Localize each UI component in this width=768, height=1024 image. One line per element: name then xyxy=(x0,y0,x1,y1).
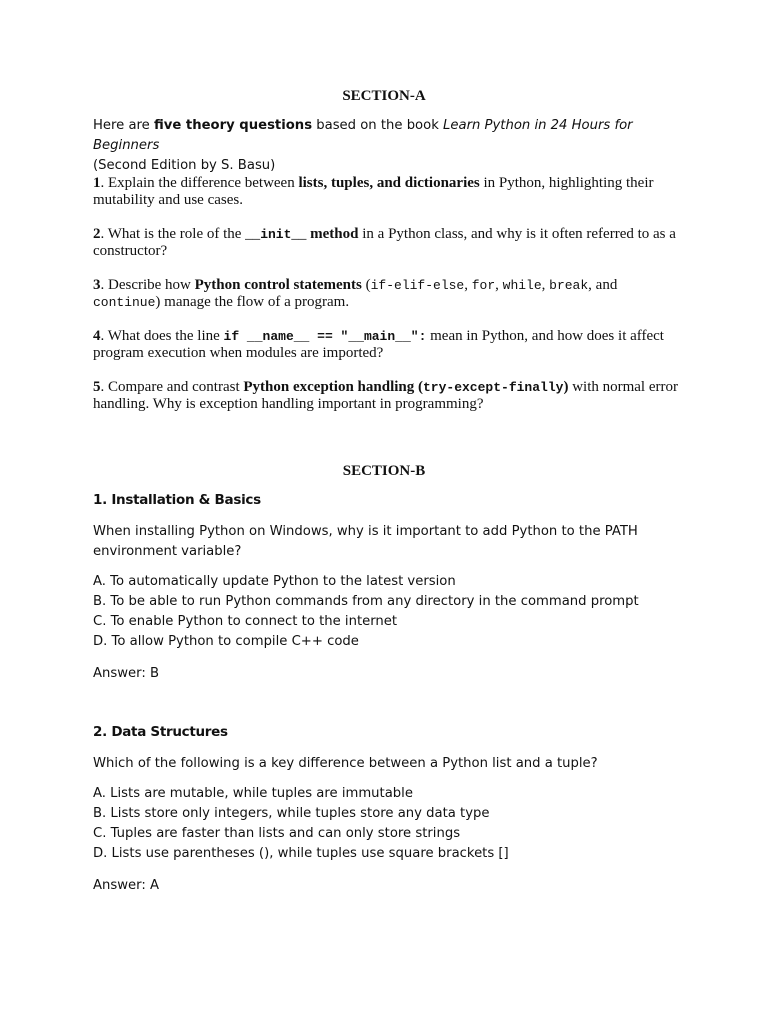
question-code: break xyxy=(549,278,589,293)
question-code: continue xyxy=(93,295,156,310)
intro-prefix: Here are xyxy=(93,118,154,133)
question-text: mean in Python, and how does it affect program execution when modules are imported? xyxy=(93,328,664,361)
question-text: in Python, highlighting their mutability and use cases. xyxy=(93,175,654,208)
intro-bold: five theory questions xyxy=(154,118,313,133)
question-text: . Explain the difference between xyxy=(100,175,299,191)
question-text: __ xyxy=(291,226,311,242)
intro-book-title: Learn Python in 24 Hours for Beginners xyxy=(93,118,633,153)
question-code: if __name__ == "__main__": xyxy=(223,329,427,344)
question-code: try-except-finally xyxy=(423,380,564,395)
question-bold: Python control statements xyxy=(194,277,362,293)
question-number: 4 xyxy=(93,328,101,344)
question-number: 2 xyxy=(93,226,101,242)
question-bold: method xyxy=(310,226,359,242)
question-4 xyxy=(93,328,683,362)
question-bold: Python exception handling ( xyxy=(243,379,423,395)
question-text: ) manage the flow of a program. xyxy=(155,294,350,310)
mcq-2-answer: Answer: A xyxy=(93,878,159,893)
question-bold: lists, tuples, and dictionaries xyxy=(298,175,480,191)
question-number: 3 xyxy=(93,277,101,293)
question-code: init xyxy=(260,227,292,242)
intro-suffix: (Second Edition by S. Basu) xyxy=(93,158,276,173)
question-bold: ) xyxy=(563,379,569,395)
mcq-2-title: 2. Data Structures xyxy=(93,724,228,740)
option: A. To automatically update Python to the latest version xyxy=(93,574,456,589)
option: D. To allow Python to compile C++ code xyxy=(93,634,359,649)
question-3 xyxy=(93,277,683,311)
question-code: while xyxy=(502,278,542,293)
mcq-1-question: When installing Python on Windows, why is it important to add Python to the PATH environment variable? xyxy=(93,524,638,559)
section-a-intro xyxy=(93,116,683,176)
question-text: ( xyxy=(361,277,371,293)
question-5 xyxy=(93,379,683,413)
question-text: . What is the role of the __ xyxy=(100,226,261,242)
intro-middle: based on the book xyxy=(312,118,444,133)
option: C. Tuples are faster than lists and can only store strings xyxy=(93,826,461,841)
mcq-2-options xyxy=(93,784,683,864)
question-code: for xyxy=(471,278,496,293)
question-text: in a Python class, and why is it often referred to as a constructor? xyxy=(93,226,676,259)
question-1 xyxy=(93,175,683,209)
question-text: , xyxy=(541,277,550,293)
question-text: . Describe how xyxy=(100,277,195,293)
mcq-1-options xyxy=(93,572,683,652)
question-number: 5 xyxy=(93,379,101,395)
mcq-2-question: Which of the following is a key difference between a Python list and a tuple? xyxy=(93,756,598,771)
question-2 xyxy=(93,226,683,260)
section-b-heading: SECTION-B xyxy=(342,463,426,479)
option: D. Lists use parentheses (), while tuples use square brackets [] xyxy=(93,846,509,861)
question-text: , xyxy=(464,277,472,293)
question-number: 1 xyxy=(93,175,101,191)
option: B. Lists store only integers, while tuples store any data type xyxy=(93,806,490,821)
question-text: . What does the line xyxy=(100,328,224,344)
question-text: , and xyxy=(588,277,618,293)
question-code: if-elif-else xyxy=(370,278,465,293)
option: C. To enable Python to connect to the internet xyxy=(93,614,398,629)
question-text: with normal error handling. Why is exception handling important in programming? xyxy=(93,379,678,412)
mcq-1-answer: Answer: B xyxy=(93,666,160,681)
question-text: . Compare and contrast xyxy=(100,379,244,395)
option: B. To be able to run Python commands from any directory in the command prompt xyxy=(93,594,639,609)
mcq-1-title: 1. Installation & Basics xyxy=(93,492,261,508)
question-text: , xyxy=(495,277,503,293)
section-a-heading: SECTION-A xyxy=(342,88,426,104)
option: A. Lists are mutable, while tuples are immutable xyxy=(93,786,413,801)
